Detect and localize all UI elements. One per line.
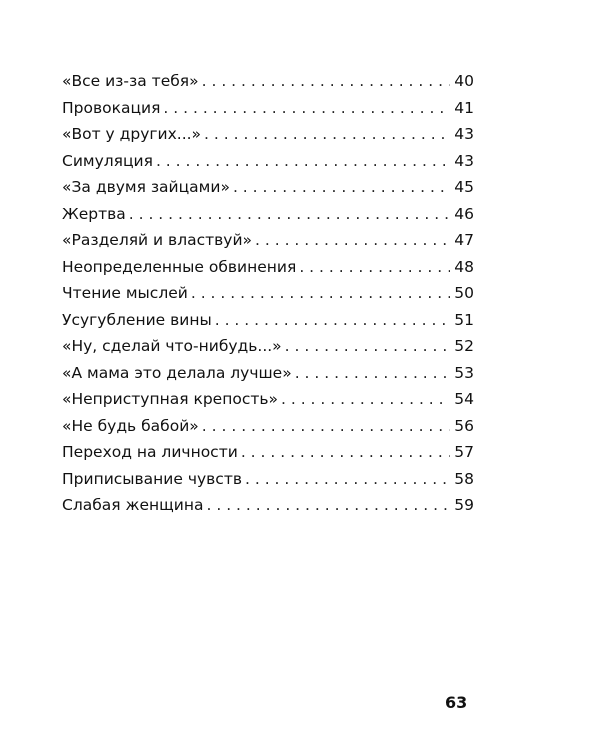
toc-dot-leader — [202, 68, 450, 95]
toc-entry-title: «Не будь бабой» — [62, 416, 199, 435]
toc-entry-page: 56 — [454, 416, 474, 435]
toc-entry — [62, 95, 474, 122]
toc-entry — [62, 68, 474, 95]
toc-entry-title: «Неприступная крепость» — [62, 390, 278, 408]
toc-dot-leader — [281, 386, 450, 413]
toc-entry — [62, 333, 474, 360]
toc-entry-page: 54 — [454, 390, 474, 408]
toc-entry — [62, 148, 474, 175]
toc-entry — [62, 254, 474, 281]
toc-entry-title: Слабая женщина — [62, 496, 204, 514]
toc-entry — [62, 280, 474, 307]
toc-entry — [62, 174, 474, 201]
toc-entry-title: «Ну, сделай что-нибудь...» — [62, 337, 282, 355]
toc-entry-title: Неопределенные обвинения — [62, 257, 297, 276]
toc-entry-page: 48 — [454, 257, 474, 276]
toc-entry-page: 57 — [454, 443, 474, 461]
toc-entry-page: 45 — [454, 178, 474, 196]
toc-dot-leader — [215, 307, 450, 334]
toc-entry-title: «Все из-за тебя» — [62, 72, 199, 90]
toc-dot-leader — [233, 174, 450, 201]
toc-dot-leader — [156, 148, 450, 175]
toc-entry-page: 50 — [454, 284, 474, 302]
toc-dot-leader — [129, 201, 450, 228]
toc-entry — [62, 439, 474, 466]
toc-entry-title: «А мама это делала лучше» — [62, 363, 292, 382]
toc-entry — [62, 227, 474, 254]
page-number: 63 — [445, 693, 468, 712]
toc-entry-page: 40 — [454, 72, 474, 90]
toc-entry — [62, 386, 474, 413]
toc-dot-leader — [206, 492, 450, 519]
toc-entry-title: Провокация — [62, 98, 161, 117]
toc-entry — [62, 360, 474, 387]
toc-entry-title: «Вот у других...» — [62, 125, 202, 143]
toc-entry-page: 46 — [454, 204, 474, 223]
toc-entry-page: 58 — [454, 469, 474, 488]
toc-entry-page: 43 — [454, 151, 474, 170]
toc-entry — [62, 413, 474, 440]
toc-entry — [62, 492, 474, 519]
toc-entry — [62, 466, 474, 493]
toc-entry-page: 43 — [454, 125, 474, 143]
toc-entry — [62, 201, 474, 228]
toc-entry-page: 51 — [454, 310, 474, 329]
toc-entry-title: Приписывание чувств — [62, 469, 242, 488]
toc-dot-leader — [241, 439, 450, 466]
toc-entry-title: Чтение мыслей — [62, 284, 188, 302]
table-of-contents — [62, 68, 474, 519]
toc-entry-title: Симуляция — [62, 151, 153, 170]
toc-dot-leader — [245, 466, 450, 493]
toc-entry-title: «За двумя зайцами» — [62, 178, 230, 196]
toc-entry — [62, 307, 474, 334]
toc-dot-leader — [204, 121, 450, 148]
toc-entry-page: 53 — [454, 363, 474, 382]
toc-entry-title: Жертва — [62, 204, 126, 223]
toc-entry-page: 47 — [454, 231, 474, 249]
toc-entry-title: «Разделяй и властвуй» — [62, 231, 253, 249]
toc-entry-title: Усугубление вины — [62, 310, 212, 329]
toc-dot-leader — [295, 360, 450, 387]
toc-dot-leader — [163, 95, 450, 122]
toc-dot-leader — [191, 280, 450, 307]
toc-dot-leader — [255, 227, 450, 254]
toc-entry-page: 59 — [454, 496, 474, 514]
toc-dot-leader — [202, 413, 450, 440]
toc-entry-title: Переход на личности — [62, 443, 238, 461]
toc-entry — [62, 121, 474, 148]
toc-entry-page: 41 — [454, 98, 474, 117]
toc-entry-page: 52 — [454, 337, 474, 355]
toc-dot-leader — [285, 333, 450, 360]
toc-dot-leader — [299, 254, 450, 281]
